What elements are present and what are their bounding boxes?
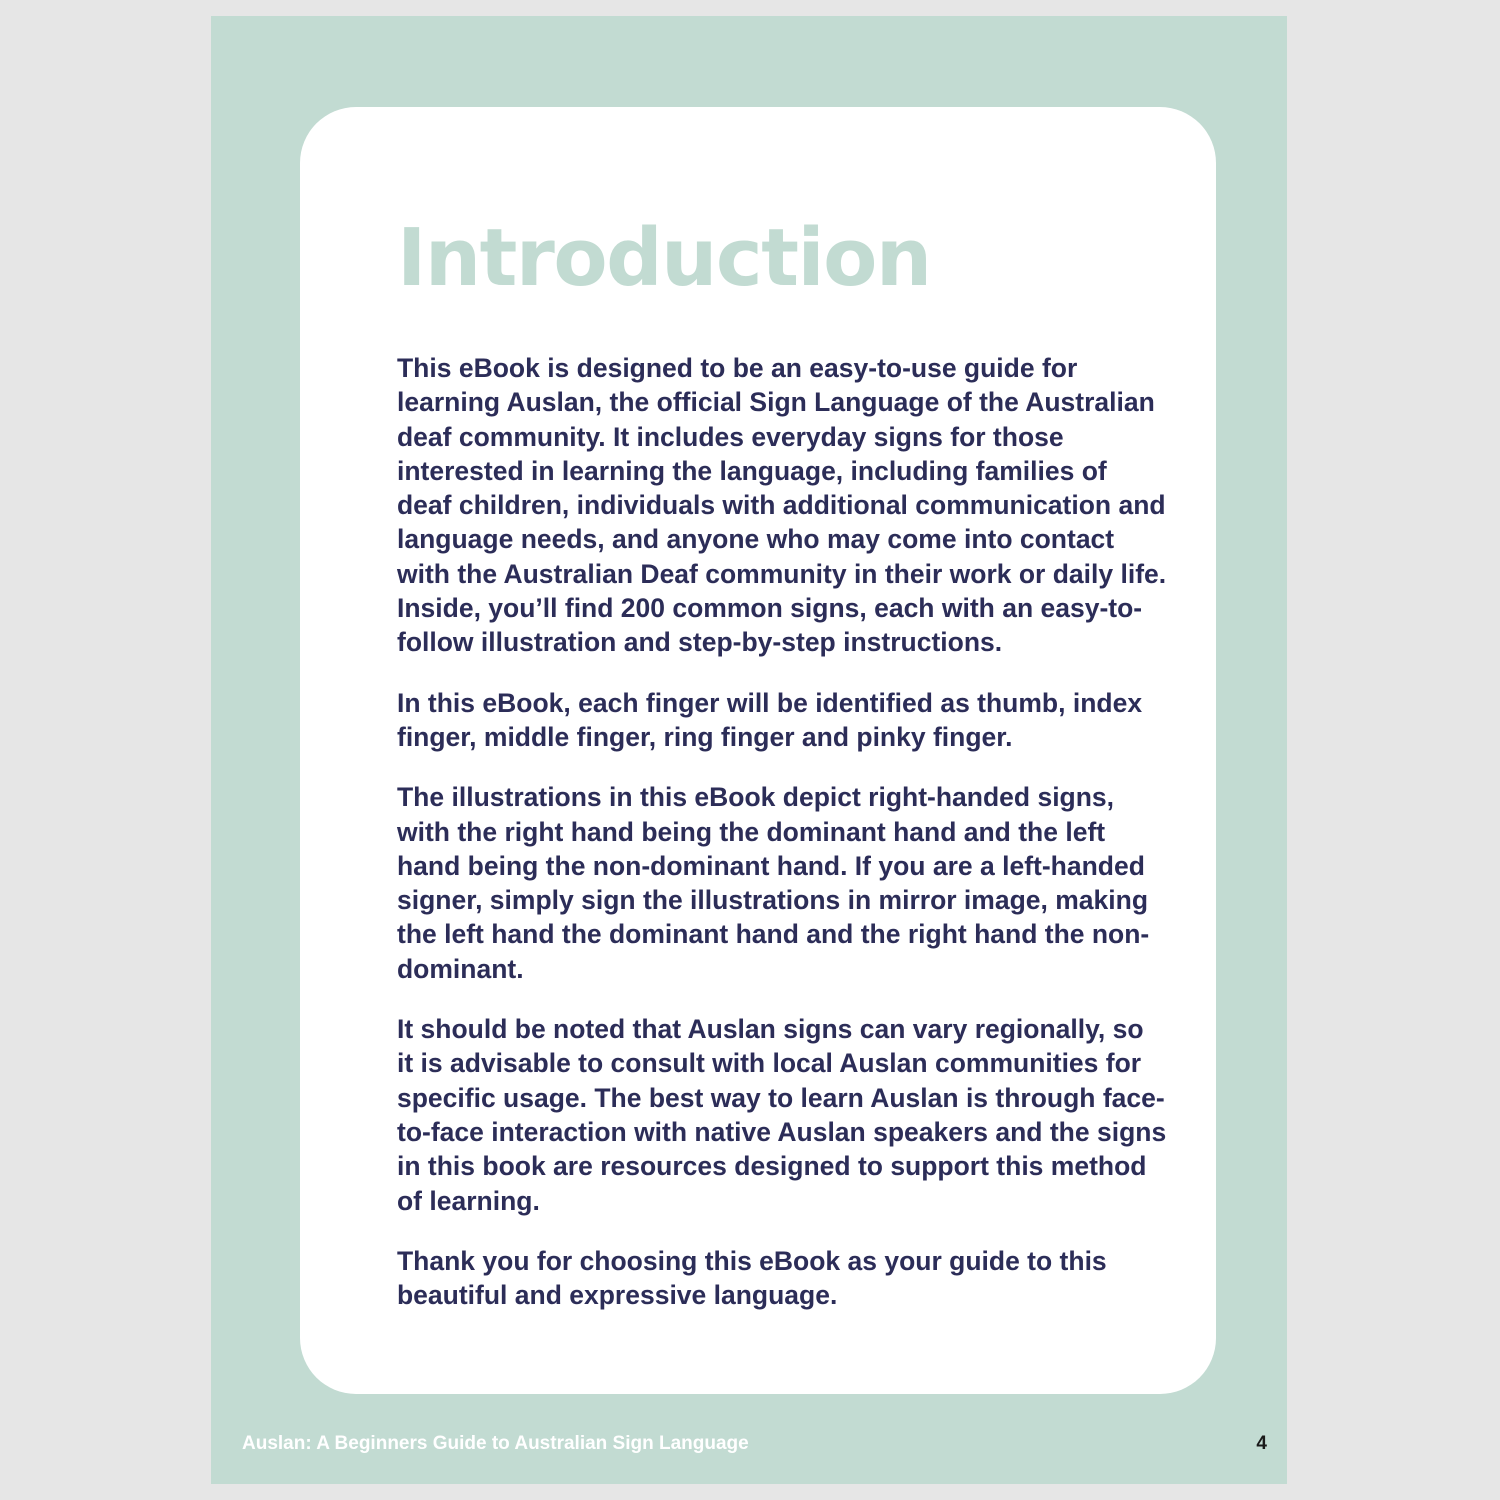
paragraph-regional: It should be noted that Auslan signs can vary regionally, so it is advisable to consult with local Auslan communities for specific usage. The best way to learn Auslan is through face-to-face interaction with native Auslan speakers and the signs in this book are resources designed to support this method of learning. [397,1014,1167,1216]
footer-book-title: Auslan: A Beginners Guide to Australian Sign Language [242,1433,749,1454]
page-number: 4 [1256,1433,1267,1454]
body-text [397,351,1167,1338]
content-card [300,107,1216,1394]
page-title: Introduction [397,212,931,304]
paragraph-handedness: The illustrations in this eBook depict right-handed signs, with the right hand being the dominant hand and the left hand being the non-dominant hand. If you are a left-handed signer, simply sign the illustrations in mirror image, making the left hand the dominant hand and the right hand the non-dominant. [397,782,1150,984]
paragraph-fingers: In this eBook, each finger will be identified as thumb, index finger, middle finger, ring finger and pinky finger. [397,687,1143,752]
paragraph-thanks: Thank you for choosing this eBook as your guide to this beautiful and expressive language. [397,1245,1107,1311]
paragraph-intro: This eBook is designed to be an easy-to-use guide for learning Auslan, the official Sign Language of the Australian deaf community. It includes everyday signs for those interested in learning the language, including families of deaf children, individuals with additional communication and language needs, and anyone who may come into contact with the Australian Deaf community in their work or daily life. Inside, you’ll find 200 common signs, each with an easy-to-follow illustration and step-by-step instructions. [397,353,1167,658]
ebook-page [211,16,1287,1484]
